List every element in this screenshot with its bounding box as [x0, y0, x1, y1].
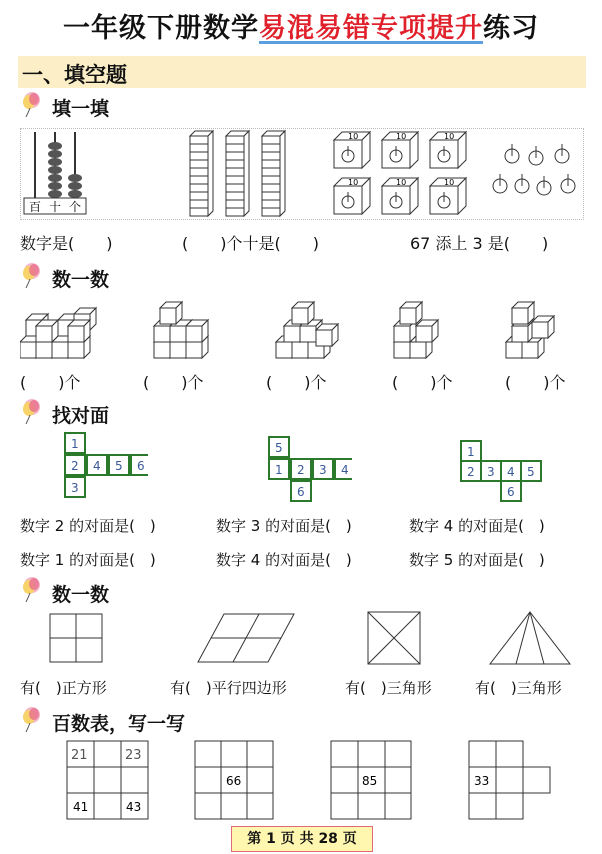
net-cell: 4 — [93, 459, 101, 473]
balloon-icon — [20, 576, 42, 602]
box-label: 10 — [444, 132, 455, 141]
q2-blank-2[interactable]: ( )个 — [143, 373, 204, 392]
net-cell: 3 — [487, 465, 495, 479]
unit-ones — [492, 140, 584, 206]
cube-stack-5 — [502, 294, 562, 360]
net-cell: 2 — [467, 465, 475, 479]
hundred-grid-4 — [468, 740, 552, 820]
ten-rods — [186, 128, 296, 220]
q4-answer-1[interactable]: 有( )正方形 — [20, 679, 107, 697]
q2-blank-5[interactable]: ( )个 — [505, 373, 566, 392]
grid-cell: 66 — [226, 774, 242, 788]
q3-heading: 找对面 — [52, 405, 110, 427]
net-cell: 6 — [507, 485, 515, 499]
q2-blank-3[interactable]: ( )个 — [266, 373, 327, 392]
q1-blank-3[interactable]: 67 添上 3 是( ) — [410, 234, 549, 253]
q2-blank-4[interactable]: ( )个 — [392, 373, 453, 392]
cube-net-3 — [460, 440, 544, 502]
balloon-icon — [20, 91, 42, 117]
net-cell: 4 — [341, 463, 349, 477]
q4-answer-4[interactable]: 有( )三角形 — [475, 679, 562, 697]
q2-heading: 数一数 — [52, 269, 110, 291]
balloon-icon — [20, 262, 42, 288]
q3-row1-1[interactable]: 数字 2 的对面是( ) — [20, 517, 156, 535]
abacus-label-hundreds: 百 — [29, 200, 42, 214]
net-cell: 5 — [275, 441, 283, 455]
abacus-label-tens: 十 — [49, 200, 62, 214]
grid-cell: 43 — [126, 800, 142, 814]
net-cell: 5 — [115, 459, 123, 473]
net-cell: 2 — [297, 463, 305, 477]
square-grid-figure — [48, 612, 104, 664]
title-highlight: 易混易错专项提升 — [259, 13, 483, 44]
box-label: 10 — [396, 132, 407, 141]
net-cell: 3 — [319, 463, 327, 477]
q3-row2-2[interactable]: 数字 4 的对面是( ) — [216, 551, 352, 569]
hundred-grid-3 — [330, 740, 414, 820]
hundred-grid-2 — [194, 740, 276, 820]
abacus-label-ones: 个 — [69, 200, 82, 214]
grid-cell: 85 — [362, 774, 378, 788]
cube-stack-2 — [150, 298, 220, 360]
box-label: 10 — [348, 132, 359, 141]
title-prefix: 一年级下册数学 — [63, 13, 259, 44]
net-cell: 6 — [297, 485, 305, 499]
grid-cell: 33 — [474, 774, 490, 788]
box-label: 10 — [348, 178, 359, 187]
net-cell: 5 — [527, 465, 535, 479]
grid-cell: 41 — [73, 800, 89, 814]
q3-row1-2[interactable]: 数字 3 的对面是( ) — [216, 517, 352, 535]
section-title: 一、填空题 — [22, 63, 127, 87]
balloon-icon — [20, 706, 42, 732]
net-cell: 3 — [71, 481, 79, 495]
ten-boxes — [332, 130, 472, 218]
triangle-figure — [488, 610, 572, 666]
cube-stack-3 — [272, 294, 346, 360]
net-cell: 4 — [507, 465, 515, 479]
cube-net-1 — [64, 432, 148, 498]
balloon-icon — [20, 398, 42, 424]
q3-row1-3[interactable]: 数字 4 的对面是( ) — [409, 517, 545, 535]
title-suffix: 练习 — [483, 13, 539, 44]
hundred-grid-1 — [66, 740, 150, 820]
box-label: 10 — [444, 178, 455, 187]
net-cell: 1 — [71, 437, 79, 451]
net-cell: 6 — [137, 459, 145, 473]
box-label: 10 — [396, 178, 407, 187]
parallelogram-figure — [196, 612, 296, 664]
page-title — [0, 6, 602, 45]
net-cell: 2 — [71, 459, 79, 473]
page-number: 第 1 页 共 28 页 — [231, 826, 373, 852]
q3-row2-1[interactable]: 数字 1 的对面是( ) — [20, 551, 156, 569]
grid-cell: 21 — [71, 748, 88, 763]
q4-answer-2[interactable]: 有( )平行四边形 — [170, 679, 287, 697]
q1-heading: 填一填 — [52, 98, 110, 120]
q4-heading: 数一数 — [52, 584, 110, 606]
cube-stack-1 — [20, 298, 100, 360]
q2-blank-1[interactable]: ( )个 — [20, 373, 81, 392]
net-cell: 1 — [275, 463, 283, 477]
net-cell: 1 — [467, 445, 475, 459]
q1-blank-1[interactable]: 数字是( ) — [20, 234, 113, 253]
q4-answer-3[interactable]: 有( )三角形 — [345, 679, 432, 697]
crossed-square-figure — [366, 610, 422, 666]
q1-blank-2[interactable]: ( )个十是( ) — [182, 234, 319, 253]
cube-net-2 — [268, 436, 352, 502]
q3-row2-3[interactable]: 数字 5 的对面是( ) — [409, 551, 545, 569]
q5-heading: 百数表，写一写 — [52, 713, 186, 735]
abacus — [22, 128, 92, 218]
grid-cell: 23 — [125, 748, 142, 763]
cube-stack-4 — [392, 294, 452, 360]
